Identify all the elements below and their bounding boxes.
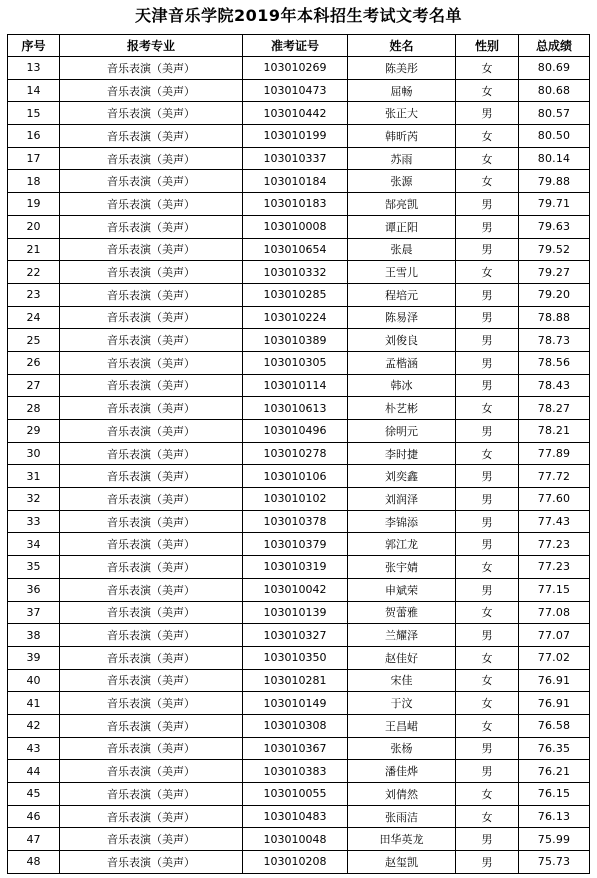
table-row <box>8 624 590 647</box>
cell-gender: 女 <box>456 170 519 193</box>
cell-name: 贺蕾雅 <box>348 601 456 624</box>
cell-gender: 男 <box>456 306 519 329</box>
table-row <box>8 578 590 601</box>
header-major: 报考专业 <box>60 35 243 57</box>
cell-exam-id: 103010048 <box>243 828 348 851</box>
header-row <box>8 35 590 57</box>
cell-major: 音乐表演（美声） <box>60 556 243 579</box>
cell-major: 音乐表演（美声） <box>60 420 243 443</box>
table-row <box>8 351 590 374</box>
cell-major: 音乐表演（美声） <box>60 374 243 397</box>
cell-gender: 女 <box>456 442 519 465</box>
cell-seq: 27 <box>8 374 60 397</box>
cell-seq: 28 <box>8 397 60 420</box>
cell-score: 76.91 <box>519 669 590 692</box>
cell-seq: 41 <box>8 692 60 715</box>
cell-exam-id: 103010367 <box>243 737 348 760</box>
cell-name: 张源 <box>348 170 456 193</box>
cell-name: 苏雨 <box>348 147 456 170</box>
table-row <box>8 125 590 148</box>
cell-exam-id: 103010139 <box>243 601 348 624</box>
table-row <box>8 193 590 216</box>
cell-name: 李锦添 <box>348 510 456 533</box>
cell-score: 79.27 <box>519 261 590 284</box>
cell-seq: 14 <box>8 79 60 102</box>
table-row <box>8 283 590 306</box>
cell-score: 76.13 <box>519 805 590 828</box>
cell-exam-id: 103010278 <box>243 442 348 465</box>
cell-exam-id: 103010473 <box>243 79 348 102</box>
table-row <box>8 828 590 851</box>
table-row <box>8 329 590 352</box>
cell-exam-id: 103010379 <box>243 533 348 556</box>
table-header <box>8 35 590 57</box>
cell-score: 77.08 <box>519 601 590 624</box>
cell-exam-id: 103010308 <box>243 714 348 737</box>
cell-name: 赵玺凯 <box>348 851 456 874</box>
cell-major: 音乐表演（美声） <box>60 601 243 624</box>
cell-major: 音乐表演（美声） <box>60 692 243 715</box>
table-row <box>8 714 590 737</box>
cell-gender: 女 <box>456 669 519 692</box>
cell-gender: 男 <box>456 465 519 488</box>
cell-seq: 30 <box>8 442 60 465</box>
cell-gender: 男 <box>456 238 519 261</box>
cell-major: 音乐表演（美声） <box>60 306 243 329</box>
cell-exam-id: 103010055 <box>243 783 348 806</box>
cell-gender: 女 <box>456 57 519 80</box>
cell-name: 王雪儿 <box>348 261 456 284</box>
cell-exam-id: 103010184 <box>243 170 348 193</box>
cell-name: 刘俊良 <box>348 329 456 352</box>
cell-name: 张正大 <box>348 102 456 125</box>
cell-seq: 42 <box>8 714 60 737</box>
cell-gender: 男 <box>456 374 519 397</box>
cell-score: 79.63 <box>519 215 590 238</box>
cell-name: 潘佳烨 <box>348 760 456 783</box>
cell-score: 77.07 <box>519 624 590 647</box>
table-row <box>8 465 590 488</box>
header-gender: 性别 <box>456 35 519 57</box>
cell-gender: 女 <box>456 646 519 669</box>
cell-score: 77.89 <box>519 442 590 465</box>
cell-major: 音乐表演（美声） <box>60 442 243 465</box>
cell-exam-id: 103010224 <box>243 306 348 329</box>
table-row <box>8 692 590 715</box>
cell-major: 音乐表演（美声） <box>60 193 243 216</box>
cell-major: 音乐表演（美声） <box>60 238 243 261</box>
cell-major: 音乐表演（美声） <box>60 465 243 488</box>
cell-major: 音乐表演（美声） <box>60 714 243 737</box>
cell-gender: 男 <box>456 102 519 125</box>
cell-seq: 15 <box>8 102 60 125</box>
cell-name: 刘润泽 <box>348 488 456 511</box>
cell-seq: 19 <box>8 193 60 216</box>
cell-major: 音乐表演（美声） <box>60 783 243 806</box>
table-row <box>8 533 590 556</box>
cell-major: 音乐表演（美声） <box>60 737 243 760</box>
cell-seq: 13 <box>8 57 60 80</box>
cell-name: 于汶 <box>348 692 456 715</box>
cell-major: 音乐表演（美声） <box>60 851 243 874</box>
cell-major: 音乐表演（美声） <box>60 805 243 828</box>
cell-major: 音乐表演（美声） <box>60 351 243 374</box>
cell-score: 77.72 <box>519 465 590 488</box>
cell-exam-id: 103010337 <box>243 147 348 170</box>
cell-score: 79.88 <box>519 170 590 193</box>
cell-seq: 18 <box>8 170 60 193</box>
cell-name: 赵佳好 <box>348 646 456 669</box>
cell-score: 77.02 <box>519 646 590 669</box>
cell-score: 79.71 <box>519 193 590 216</box>
cell-name: 王昌峮 <box>348 714 456 737</box>
cell-score: 77.60 <box>519 488 590 511</box>
cell-seq: 21 <box>8 238 60 261</box>
cell-score: 80.57 <box>519 102 590 125</box>
cell-major: 音乐表演（美声） <box>60 828 243 851</box>
cell-gender: 男 <box>456 624 519 647</box>
cell-gender: 男 <box>456 533 519 556</box>
table-row <box>8 238 590 261</box>
table-row <box>8 420 590 443</box>
cell-major: 音乐表演（美声） <box>60 578 243 601</box>
cell-score: 78.56 <box>519 351 590 374</box>
cell-major: 音乐表演（美声） <box>60 215 243 238</box>
cell-exam-id: 103010442 <box>243 102 348 125</box>
table-row <box>8 147 590 170</box>
cell-exam-id: 103010305 <box>243 351 348 374</box>
cell-gender: 男 <box>456 420 519 443</box>
cell-exam-id: 103010332 <box>243 261 348 284</box>
cell-major: 音乐表演（美声） <box>60 646 243 669</box>
cell-seq: 29 <box>8 420 60 443</box>
cell-major: 音乐表演（美声） <box>60 102 243 125</box>
table-row <box>8 79 590 102</box>
cell-gender: 女 <box>456 147 519 170</box>
cell-exam-id: 103010389 <box>243 329 348 352</box>
cell-score: 80.69 <box>519 57 590 80</box>
cell-gender: 男 <box>456 760 519 783</box>
cell-seq: 48 <box>8 851 60 874</box>
cell-exam-id: 103010285 <box>243 283 348 306</box>
cell-name: 徐明元 <box>348 420 456 443</box>
admission-roster-table <box>7 34 590 874</box>
table-row <box>8 783 590 806</box>
cell-name: 韩昕芮 <box>348 125 456 148</box>
cell-gender: 男 <box>456 215 519 238</box>
cell-seq: 36 <box>8 578 60 601</box>
cell-name: 郜亮凯 <box>348 193 456 216</box>
table-row <box>8 102 590 125</box>
cell-gender: 女 <box>456 556 519 579</box>
cell-name: 张晨 <box>348 238 456 261</box>
cell-gender: 男 <box>456 578 519 601</box>
cell-score: 76.21 <box>519 760 590 783</box>
cell-seq: 23 <box>8 283 60 306</box>
cell-exam-id: 103010383 <box>243 760 348 783</box>
cell-score: 75.73 <box>519 851 590 874</box>
cell-name: 宋佳 <box>348 669 456 692</box>
cell-score: 80.50 <box>519 125 590 148</box>
page-title: 天津音乐学院2019年本科招生考试文考名单 <box>134 6 463 25</box>
cell-name: 郭江龙 <box>348 533 456 556</box>
table-row <box>8 760 590 783</box>
table-row <box>8 215 590 238</box>
cell-gender: 男 <box>456 329 519 352</box>
table-row <box>8 805 590 828</box>
cell-name: 刘奕鑫 <box>348 465 456 488</box>
cell-gender: 女 <box>456 125 519 148</box>
cell-seq: 37 <box>8 601 60 624</box>
cell-seq: 17 <box>8 147 60 170</box>
cell-name: 张杨 <box>348 737 456 760</box>
cell-score: 76.15 <box>519 783 590 806</box>
cell-exam-id: 103010496 <box>243 420 348 443</box>
cell-seq: 24 <box>8 306 60 329</box>
cell-score: 76.35 <box>519 737 590 760</box>
cell-gender: 男 <box>456 351 519 374</box>
cell-name: 兰耀泽 <box>348 624 456 647</box>
cell-name: 刘倩然 <box>348 783 456 806</box>
cell-exam-id: 103010269 <box>243 57 348 80</box>
cell-score: 76.91 <box>519 692 590 715</box>
cell-exam-id: 103010483 <box>243 805 348 828</box>
cell-exam-id: 103010199 <box>243 125 348 148</box>
table-row <box>8 374 590 397</box>
cell-major: 音乐表演（美声） <box>60 57 243 80</box>
header-exam-id: 准考证号 <box>243 35 348 57</box>
cell-name: 陈美彤 <box>348 57 456 80</box>
cell-gender: 女 <box>456 805 519 828</box>
cell-exam-id: 103010327 <box>243 624 348 647</box>
cell-gender: 男 <box>456 488 519 511</box>
cell-seq: 43 <box>8 737 60 760</box>
cell-seq: 31 <box>8 465 60 488</box>
cell-gender: 男 <box>456 851 519 874</box>
cell-exam-id: 103010654 <box>243 238 348 261</box>
cell-major: 音乐表演（美声） <box>60 533 243 556</box>
table-row <box>8 397 590 420</box>
cell-major: 音乐表演（美声） <box>60 283 243 306</box>
cell-name: 李时捷 <box>348 442 456 465</box>
cell-score: 78.27 <box>519 397 590 420</box>
cell-seq: 33 <box>8 510 60 533</box>
cell-name: 张宇婧 <box>348 556 456 579</box>
cell-seq: 22 <box>8 261 60 284</box>
cell-exam-id: 103010319 <box>243 556 348 579</box>
cell-gender: 女 <box>456 714 519 737</box>
cell-seq: 46 <box>8 805 60 828</box>
cell-exam-id: 103010281 <box>243 669 348 692</box>
cell-seq: 25 <box>8 329 60 352</box>
table-body <box>8 57 590 874</box>
cell-seq: 45 <box>8 783 60 806</box>
table-row <box>8 306 590 329</box>
cell-exam-id: 103010102 <box>243 488 348 511</box>
table-row <box>8 646 590 669</box>
cell-name: 谭正阳 <box>348 215 456 238</box>
cell-major: 音乐表演（美声） <box>60 125 243 148</box>
cell-score: 77.15 <box>519 578 590 601</box>
cell-gender: 男 <box>456 737 519 760</box>
cell-score: 77.23 <box>519 556 590 579</box>
cell-exam-id: 103010183 <box>243 193 348 216</box>
cell-score: 80.68 <box>519 79 590 102</box>
cell-exam-id: 103010378 <box>243 510 348 533</box>
cell-major: 音乐表演（美声） <box>60 510 243 533</box>
cell-score: 78.88 <box>519 306 590 329</box>
table-row <box>8 737 590 760</box>
table-row <box>8 488 590 511</box>
cell-score: 78.21 <box>519 420 590 443</box>
cell-name: 陈易泽 <box>348 306 456 329</box>
cell-exam-id: 103010208 <box>243 851 348 874</box>
cell-exam-id: 103010114 <box>243 374 348 397</box>
cell-score: 79.52 <box>519 238 590 261</box>
cell-major: 音乐表演（美声） <box>60 329 243 352</box>
cell-seq: 40 <box>8 669 60 692</box>
cell-name: 田华英龙 <box>348 828 456 851</box>
cell-exam-id: 103010106 <box>243 465 348 488</box>
cell-gender: 女 <box>456 397 519 420</box>
cell-name: 韩冰 <box>348 374 456 397</box>
table-row <box>8 170 590 193</box>
cell-seq: 35 <box>8 556 60 579</box>
table-row <box>8 669 590 692</box>
cell-major: 音乐表演（美声） <box>60 624 243 647</box>
cell-gender: 女 <box>456 601 519 624</box>
cell-major: 音乐表演（美声） <box>60 488 243 511</box>
cell-major: 音乐表演（美声） <box>60 79 243 102</box>
table-row <box>8 57 590 80</box>
cell-seq: 20 <box>8 215 60 238</box>
cell-score: 75.99 <box>519 828 590 851</box>
cell-major: 音乐表演（美声） <box>60 760 243 783</box>
cell-name: 朴艺彬 <box>348 397 456 420</box>
cell-name: 程培元 <box>348 283 456 306</box>
cell-score: 80.14 <box>519 147 590 170</box>
cell-score: 76.58 <box>519 714 590 737</box>
cell-seq: 39 <box>8 646 60 669</box>
cell-gender: 女 <box>456 79 519 102</box>
cell-gender: 男 <box>456 193 519 216</box>
cell-major: 音乐表演（美声） <box>60 170 243 193</box>
cell-exam-id: 103010149 <box>243 692 348 715</box>
cell-seq: 34 <box>8 533 60 556</box>
cell-score: 79.20 <box>519 283 590 306</box>
cell-score: 77.43 <box>519 510 590 533</box>
cell-seq: 47 <box>8 828 60 851</box>
cell-gender: 男 <box>456 510 519 533</box>
header-name: 姓名 <box>348 35 456 57</box>
cell-score: 77.23 <box>519 533 590 556</box>
cell-exam-id: 103010008 <box>243 215 348 238</box>
cell-name: 张雨洁 <box>348 805 456 828</box>
cell-major: 音乐表演（美声） <box>60 261 243 284</box>
table-row <box>8 261 590 284</box>
table-row <box>8 510 590 533</box>
cell-exam-id: 103010042 <box>243 578 348 601</box>
table-row <box>8 442 590 465</box>
cell-name: 孟楷涵 <box>348 351 456 374</box>
header-score: 总成绩 <box>519 35 590 57</box>
cell-gender: 女 <box>456 783 519 806</box>
header-seq: 序号 <box>8 35 60 57</box>
cell-score: 78.43 <box>519 374 590 397</box>
cell-name: 申斌荣 <box>348 578 456 601</box>
table-row <box>8 556 590 579</box>
cell-gender: 男 <box>456 283 519 306</box>
cell-major: 音乐表演（美声） <box>60 397 243 420</box>
cell-gender: 男 <box>456 828 519 851</box>
cell-seq: 16 <box>8 125 60 148</box>
cell-name: 屈畅 <box>348 79 456 102</box>
cell-seq: 38 <box>8 624 60 647</box>
cell-seq: 32 <box>8 488 60 511</box>
cell-exam-id: 103010613 <box>243 397 348 420</box>
cell-seq: 44 <box>8 760 60 783</box>
cell-gender: 女 <box>456 692 519 715</box>
cell-seq: 26 <box>8 351 60 374</box>
cell-major: 音乐表演（美声） <box>60 669 243 692</box>
cell-major: 音乐表演（美声） <box>60 147 243 170</box>
table-row <box>8 601 590 624</box>
cell-exam-id: 103010350 <box>243 646 348 669</box>
table-row <box>8 851 590 874</box>
cell-score: 78.73 <box>519 329 590 352</box>
cell-gender: 女 <box>456 261 519 284</box>
